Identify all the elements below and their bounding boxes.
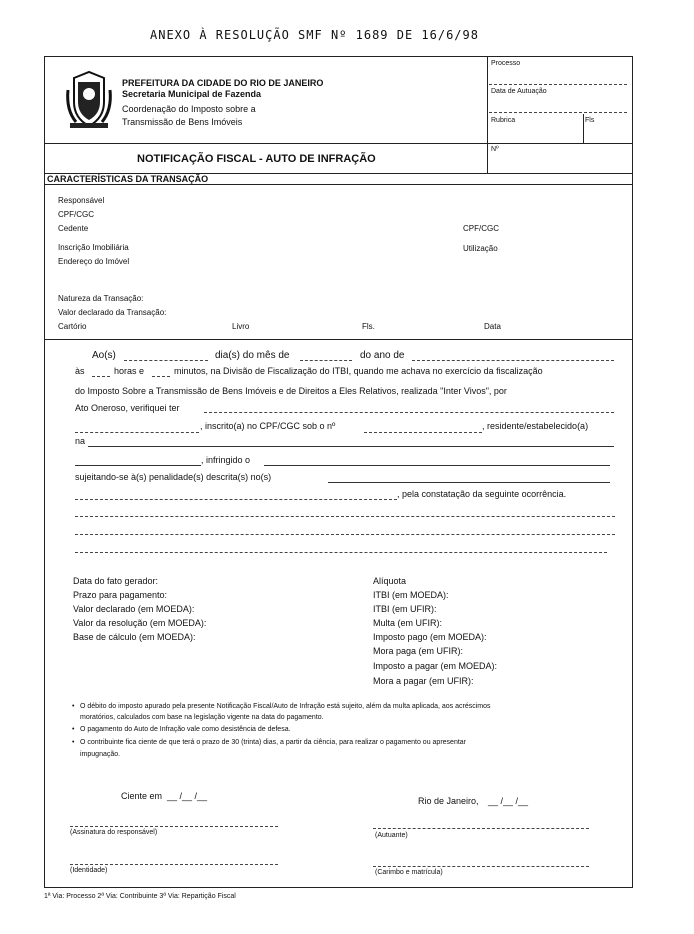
pela-constatacao-label: , pela constatação da seguinte ocorrência. [397, 489, 567, 499]
value-right-5: Mora paga (em UFIR): [373, 646, 464, 656]
note-bullet-1: • [72, 703, 75, 710]
value-left-1: Prazo para pagamento: [73, 590, 168, 600]
value-left-3: Valor da resolução (em MOEDA): [73, 618, 207, 628]
processo-label: Processo [491, 60, 521, 67]
value-right-3: Multa (em UFIR): [373, 618, 443, 628]
fls-label: Fls [585, 117, 595, 124]
data-autuacao-label: Data de Autuação [491, 88, 547, 95]
value-right-7: Mora a pagar (em UFIR): [373, 676, 474, 686]
coat-of-arms-icon [64, 70, 114, 130]
note-1b: moratórios, calculados com base na legislação vigente na data do pagamento. [80, 714, 324, 721]
footer-vias: 1ª Via: Processo 2ª Via: Contribuinte 3ª Via: Repartição Fiscal [44, 893, 236, 900]
cpf-cgc-label: CPF/CGC [58, 210, 94, 219]
minutos-label: minutos, na Divisão de Fiscalização do ITBI, quando me achava no exercício da fiscalização [174, 366, 543, 376]
value-left-4: Base de cálculo (em MOEDA): [73, 632, 196, 642]
endereco-label: Endereço do Imóvel [58, 257, 130, 266]
note-3a: O contribuinte fica ciente de que terá o prazo de 30 (trinta) dias, a partir da ciência, para realizar o pagamento ou apresentar [80, 739, 467, 746]
note-2: O pagamento do Auto de Infração vale como desistência de defesa. [80, 726, 291, 733]
value-left-2: Valor declarado (em MOEDA): [73, 604, 195, 614]
note-bullet-2: • [72, 726, 75, 733]
value-right-1: ITBI (em MOEDA): [373, 590, 449, 600]
annex-header: ANEXO À RESOLUÇÃO SMF Nº 1689 DE 16/6/98 [150, 28, 479, 42]
responsavel-label: Responsável [58, 196, 105, 205]
ciente-date: __ /__ /__ [167, 791, 208, 801]
value-right-2: ITBI (em UFIR): [373, 604, 437, 614]
cpf-cgc-2-label: CPF/CGC [463, 224, 499, 233]
cartorio-label: Cartório [58, 322, 87, 331]
org-line2: Secretaria Municipal de Fazenda [122, 89, 262, 99]
inscrito-label: , inscrito(a) no CPF/CGC sob o nº [200, 421, 336, 431]
form-title: NOTIFICAÇÃO FISCAL - AUTO DE INFRAÇÃO [137, 153, 376, 165]
inscricao-label: Inscrição Imobiliária [58, 243, 129, 252]
residente-label: , residente/estabelecido(a) [482, 421, 589, 431]
dias-label: dia(s) do mês de [215, 350, 290, 361]
do-imposto-label: do Imposto Sobre a Transmissão de Bens Imóveis e de Direitos a Eles Relativos, realizada "Inter Vivos", por [75, 386, 507, 396]
na-label: na [75, 436, 86, 446]
numero-label: Nº [491, 146, 499, 153]
note-1a: O débito do imposto apurado pela presente Notificação Fiscal/Auto de Infração está sujeito, além da multa aplicada, aos acréscimos [80, 703, 491, 710]
assinatura-label: (Assinatura do responsável) [70, 829, 158, 836]
utilizacao-label: Utilização [463, 244, 498, 253]
autuante-label: (Autuante) [375, 832, 408, 839]
note-3b: impugnação. [80, 751, 121, 758]
section-title: CARACTERÍSTICAS DA TRANSAÇÃO [47, 174, 209, 184]
sujeitando-label: sujeitando-se à(s) penalidade(s) descrita(s) no(s) [75, 472, 272, 482]
ato-oneroso-label: Ato Oneroso, verifiquei ter [75, 403, 180, 413]
value-left-0: Data do fato gerador: [73, 576, 159, 586]
rio-label: Rio de Janeiro, [418, 796, 479, 806]
data-label: Data [484, 322, 501, 331]
livro-label: Livro [232, 322, 250, 331]
note-bullet-3: • [72, 739, 75, 746]
fls-field-label: Fls. [362, 322, 375, 331]
rubrica-label: Rubrica [491, 117, 516, 124]
aos-label: Ao(s) [92, 350, 116, 361]
rio-date: __ /__ /__ [488, 796, 529, 806]
do-ano-label: do ano de [360, 350, 405, 361]
value-right-6: Imposto a pagar (em MOEDA): [373, 661, 498, 671]
org-line4: Transmissão de Bens Imóveis [122, 117, 243, 127]
horas-label: horas e [114, 366, 145, 376]
as-label: às [75, 366, 85, 376]
valor-declarado-label: Valor declarado da Transação: [58, 308, 167, 317]
cedente-label: Cedente [58, 224, 89, 233]
carimbo-label: (Carimbo e matrícula) [375, 869, 443, 876]
value-right-0: Alíquota [373, 576, 407, 586]
org-line1: PREFEITURA DA CIDADE DO RIO DE JANEIRO [122, 78, 324, 88]
infringido-label: , infringido o [201, 455, 251, 465]
org-line3: Coordenação do Imposto sobre a [122, 104, 256, 114]
identidade-label: (Identidade) [70, 867, 108, 874]
natureza-label: Natureza da Transação: [58, 294, 144, 303]
value-right-4: Imposto pago (em MOEDA): [373, 632, 487, 642]
ciente-em-label: Ciente em [121, 791, 163, 801]
